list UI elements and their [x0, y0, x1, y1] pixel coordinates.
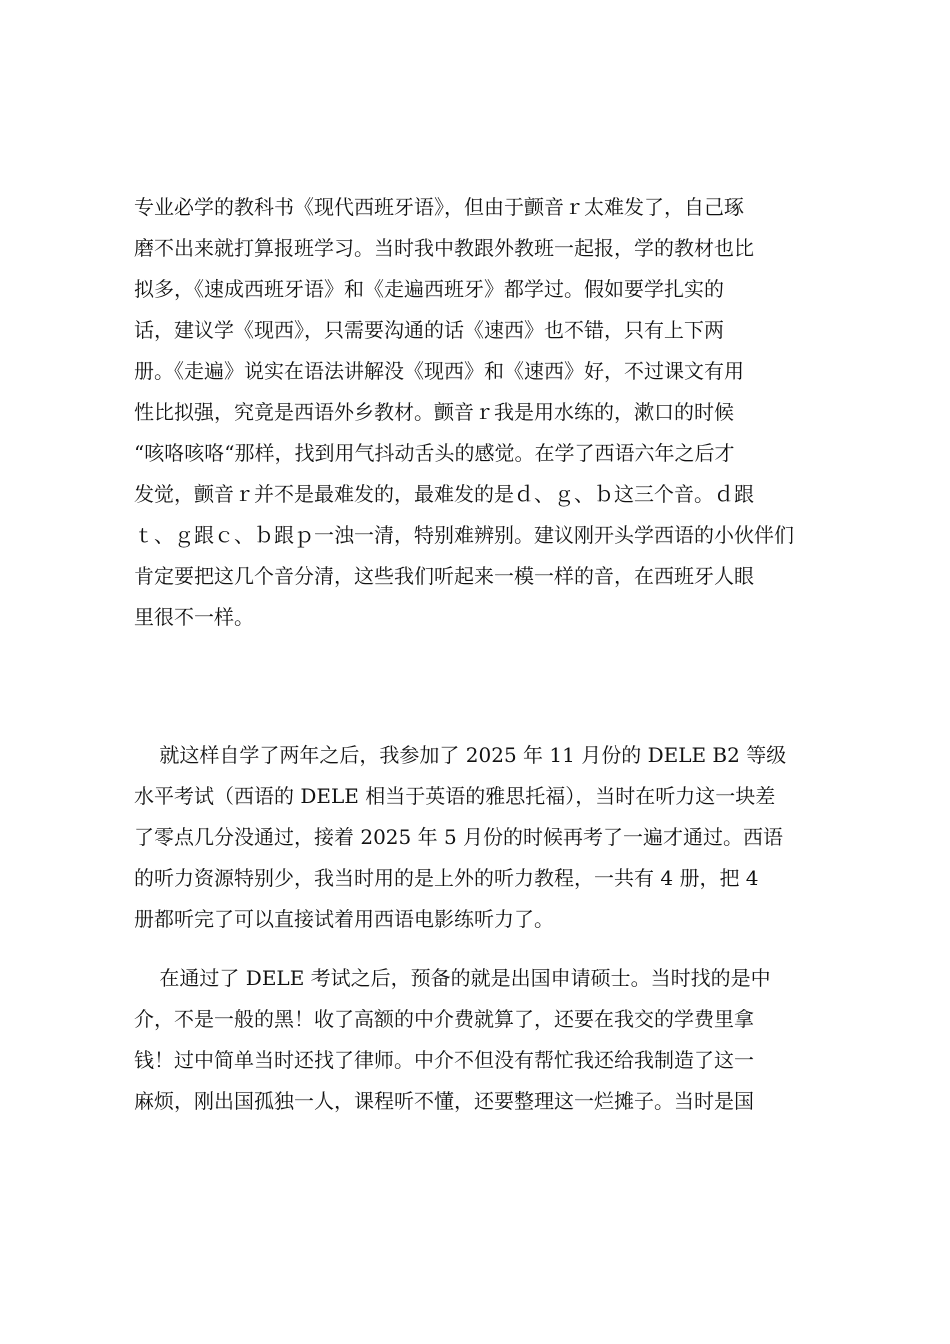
text-line: 就这样自学了两年之后，我参加了 2025 年 11 月份的 DELE B2 等级 [134, 743, 787, 767]
text-line: 在通过了 DELE 考试之后，预备的就是出国申请硕士。当时找的是中 [134, 966, 771, 990]
text-line: 磨不出来就打算报班学习。当时我中教跟外教班一起报，学的教材也比 [134, 236, 754, 260]
text-line: 册都听完了可以直接试着用西语电影练听力了。 [134, 907, 554, 931]
text-line: 性比拟强，究竟是西语外乡教材。颤音ｒ我是用水练的，漱口的时候 [134, 400, 734, 424]
paragraph-3 [134, 958, 834, 1122]
text-line: 麻烦，刚出国孤独一人，课程听不懂，还要整理这一烂摊子。当时是国 [134, 1089, 754, 1113]
text-line: “咳咯咳咯“那样，找到用气抖动舌头的感觉。在学了西语六年之后才 [134, 441, 735, 465]
text-line: ｔ、ｇ跟ｃ、ｂ跟ｐ一浊一清，特别难辨别。建议刚开头学西语的小伙伴们 [134, 523, 794, 547]
text-line: 册。《走遍》说实在语法讲解没《现西》和《速西》好，不过课文有用 [134, 359, 744, 383]
text-line: 专业必学的教科书《现代西班牙语》，但由于颤音ｒ太难发了，自己琢 [134, 195, 744, 219]
text-line: 钱！过中简单当时还找了律师。中介不但没有帮忙我还给我制造了这一 [134, 1048, 754, 1072]
text-line: 话，建议学《现西》，只需要沟通的话《速西》也不错，只有上下两 [134, 318, 724, 342]
text-line: 发觉，颤音ｒ并不是最难发的，最难发的是ｄ、ｇ、ｂ这三个音。ｄ跟 [134, 482, 754, 506]
text-line: 了零点几分没通过，接着 2025 年 5 月份的时候再考了一遍才通过。西语 [134, 825, 784, 849]
paragraph-1 [134, 187, 834, 638]
text-line: 拟多，《速成西班牙语》和《走遍西班牙》都学过。假如要学扎实的 [134, 277, 724, 301]
text-line: 肯定要把这几个音分清，这些我们听起来一模一样的音，在西班牙人眼 [134, 564, 754, 588]
text-line: 水平考试（西语的 DELE 相当于英语的雅思托福），当时在听力这一块差 [134, 784, 776, 808]
paragraph-2 [134, 735, 834, 940]
text-line: 介，不是一般的黑！收了高额的中介费就算了，还要在我交的学费里拿 [134, 1007, 754, 1031]
text-line: 的听力资源特别少，我当时用的是上外的听力教程，一共有 4 册，把 4 [134, 866, 759, 890]
text-line: 里很不一样。 [134, 605, 254, 629]
